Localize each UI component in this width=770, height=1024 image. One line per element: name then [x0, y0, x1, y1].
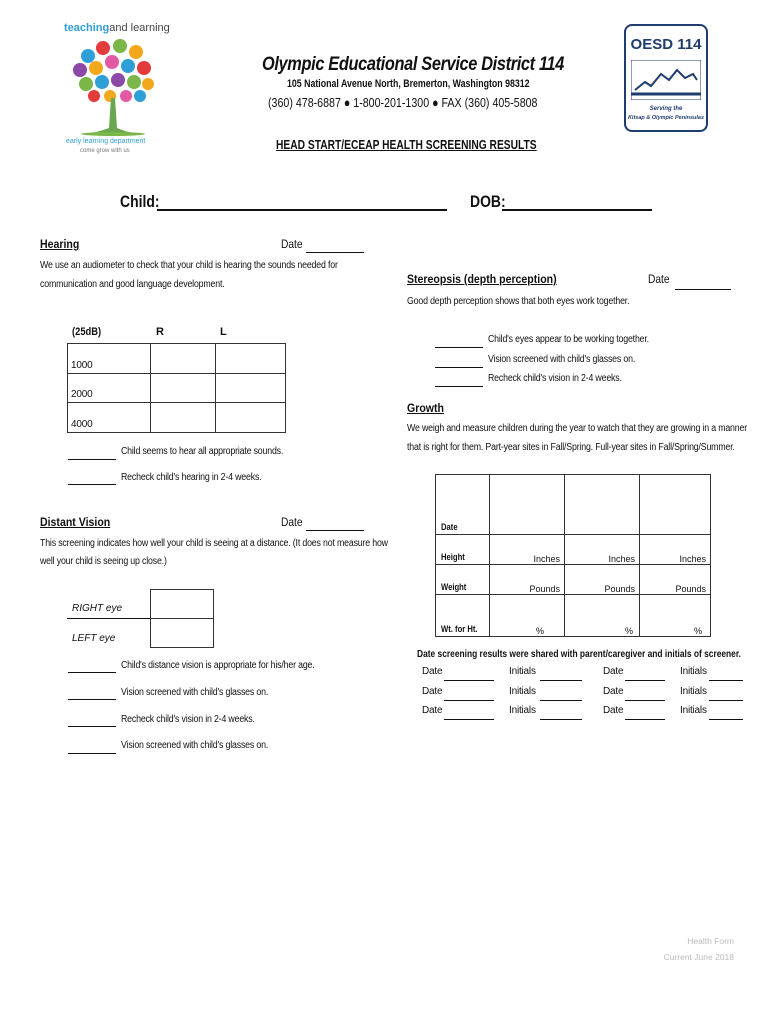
- right-eye-underline: [67, 618, 150, 619]
- date-label: Date: [603, 705, 624, 716]
- hearing-description-2: communication and good language development.: [40, 279, 225, 290]
- hearing-check-1-label: Child seems to hear all appropriate sounds.: [121, 446, 284, 457]
- shared-date-field[interactable]: [444, 700, 494, 701]
- hearing-r-cell[interactable]: [151, 374, 216, 403]
- logo-text-learning: and learning: [109, 22, 170, 34]
- vision-check-3-label: Recheck child's vision in 2-4 weeks.: [121, 714, 255, 725]
- hearing-check-2-label: Recheck child's hearing in 2-4 weeks.: [121, 472, 262, 483]
- stereo-check-2-field[interactable]: [435, 367, 483, 368]
- vision-check-1-label: Child's distance vision is appropriate for his/her age.: [121, 660, 315, 671]
- oesd-badge: [624, 24, 708, 132]
- vision-check-4-label: Vision screened with child's glasses on.: [121, 740, 269, 751]
- footer-form-name: Health Form: [687, 936, 734, 946]
- hearing-check-1-field[interactable]: [68, 459, 116, 460]
- date-label: Date: [422, 705, 443, 716]
- growth-date-cell[interactable]: [640, 475, 711, 535]
- vision-check-3-field[interactable]: [68, 726, 116, 727]
- badge-subtitle-2: Kitsap & Olympic Peninsulas: [627, 115, 705, 121]
- mountain-icon: [631, 60, 701, 100]
- teaching-learning-logo: [50, 18, 170, 160]
- stereopsis-heading: Stereopsis (depth perception): [407, 272, 557, 286]
- growth-label-cell: Weight: [436, 565, 490, 595]
- right-eye-cell[interactable]: [151, 590, 214, 619]
- stereopsis-date-label: Date: [648, 272, 670, 286]
- shared-initials-field[interactable]: [709, 680, 743, 681]
- table-row: [151, 590, 214, 619]
- badge-subtitle-1: Serving the: [649, 106, 683, 112]
- table-row: [68, 374, 286, 403]
- hearing-table: [67, 343, 286, 433]
- tree-of-hands-icon: [68, 36, 158, 136]
- table-row: [436, 475, 711, 535]
- hearing-r-cell[interactable]: [151, 403, 216, 433]
- date-label: Date: [422, 686, 443, 697]
- growth-heading: Growth: [407, 401, 444, 415]
- table-row: [68, 403, 286, 433]
- stereo-check-1-label: Child's eyes appear to be working together.: [488, 334, 649, 345]
- hearing-header-r: R: [156, 326, 164, 338]
- table-row: [68, 344, 286, 374]
- stereo-check-3-field[interactable]: [435, 386, 483, 387]
- shared-dates-grid: [422, 664, 752, 724]
- stereopsis-description: Good depth perception shows that both eyes work together.: [407, 296, 630, 307]
- date-label: Date: [603, 666, 624, 677]
- hearing-l-cell[interactable]: [216, 374, 286, 403]
- date-label: Date: [603, 686, 624, 697]
- shared-initials-field[interactable]: [709, 719, 743, 720]
- logo-brand-line: [64, 22, 170, 34]
- hearing-l-cell[interactable]: [216, 344, 286, 374]
- logo-subtitle: early learning department: [66, 138, 146, 145]
- vision-description-2: well your child is seeing up close.): [40, 556, 167, 567]
- child-name-field[interactable]: [157, 209, 447, 211]
- hearing-freq-cell: 1000: [68, 344, 151, 374]
- hearing-freq-cell: 2000: [68, 374, 151, 403]
- hearing-header-db: (25dB): [72, 326, 102, 338]
- vision-description-1: This screening indicates how well your child is seeing at a distance. (It does not measure how: [40, 538, 388, 549]
- dob-field[interactable]: [502, 209, 652, 211]
- left-eye-label: LEFT eye: [72, 633, 116, 644]
- footer-version: Current June 2018: [663, 952, 734, 962]
- growth-date-cell[interactable]: [565, 475, 640, 535]
- badge-title: OESD 114: [630, 36, 702, 53]
- table-row: [151, 619, 214, 648]
- table-row: [436, 535, 711, 565]
- dob-label: DOB:: [470, 192, 506, 211]
- wt-for-ht-cell[interactable]: %: [490, 595, 565, 637]
- org-name: Olympic Educational Service District 114: [262, 54, 564, 75]
- shared-date-field[interactable]: [444, 680, 494, 681]
- shared-initials-field[interactable]: [540, 680, 582, 681]
- shared-initials-field[interactable]: [540, 700, 582, 701]
- weight-cell[interactable]: Pounds: [565, 565, 640, 595]
- hearing-l-cell[interactable]: [216, 403, 286, 433]
- stereopsis-date-field[interactable]: [675, 289, 731, 290]
- height-cell[interactable]: Inches: [490, 535, 565, 565]
- weight-cell[interactable]: Pounds: [640, 565, 711, 595]
- shared-note: Date screening results were shared with parent/caregiver and initials of screener.: [417, 648, 741, 660]
- height-cell[interactable]: Inches: [565, 535, 640, 565]
- vision-date-field[interactable]: [306, 530, 364, 531]
- growth-table: [435, 474, 711, 637]
- vision-heading: Distant Vision: [40, 515, 111, 529]
- wt-for-ht-cell[interactable]: %: [640, 595, 711, 637]
- initials-label: Initials: [680, 686, 707, 697]
- wt-for-ht-cell[interactable]: %: [565, 595, 640, 637]
- hearing-header-l: L: [220, 326, 227, 338]
- growth-label-cell: Date: [436, 475, 490, 535]
- vision-check-2-label: Vision screened with child's glasses on.: [121, 687, 269, 698]
- vision-check-4-field[interactable]: [68, 753, 116, 754]
- stereo-check-1-field[interactable]: [435, 347, 483, 348]
- vision-date-label: Date: [281, 515, 303, 529]
- growth-label-cell: Height: [436, 535, 490, 565]
- date-label: Date: [422, 666, 443, 677]
- vision-check-1-field[interactable]: [68, 672, 116, 673]
- child-label: Child:: [120, 192, 160, 211]
- hearing-r-cell[interactable]: [151, 344, 216, 374]
- table-row: [436, 595, 711, 637]
- shared-date-field[interactable]: [625, 719, 665, 720]
- left-eye-cell[interactable]: [151, 619, 214, 648]
- org-phones: (360) 478-6887 ● 1-800-201-1300 ● FAX (360) 405-5808: [268, 95, 538, 110]
- initials-label: Initials: [509, 705, 536, 716]
- vision-table: [150, 589, 214, 648]
- right-eye-label: RIGHT eye: [72, 603, 123, 614]
- stereo-check-2-label: Vision screened with child's glasses on.: [488, 354, 636, 365]
- growth-date-cell[interactable]: [490, 475, 565, 535]
- initials-label: Initials: [680, 666, 707, 677]
- growth-description-1: We weigh and measure children during the year to watch that they are growing in a manner: [407, 423, 747, 434]
- weight-cell[interactable]: Pounds: [490, 565, 565, 595]
- shared-date-field[interactable]: [444, 719, 494, 720]
- growth-label-cell: Wt. for Ht.: [436, 595, 490, 637]
- hearing-freq-cell: 4000: [68, 403, 151, 433]
- shared-initials-field[interactable]: [540, 719, 582, 720]
- initials-label: Initials: [509, 666, 536, 677]
- document-title: HEAD START/ECEAP HEALTH SCREENING RESULTS: [276, 138, 537, 152]
- table-row: [436, 565, 711, 595]
- height-cell[interactable]: Inches: [640, 535, 711, 565]
- stereo-check-3-label: Recheck child's vision in 2-4 weeks.: [488, 373, 622, 384]
- logo-text-teaching: teaching: [64, 22, 110, 34]
- hearing-date-field[interactable]: [306, 252, 364, 253]
- hearing-check-2-field[interactable]: [68, 484, 116, 485]
- org-address: 105 National Avenue North, Bremerton, Washington 98312: [287, 78, 530, 90]
- growth-description-2: that is right for them. Part-year sites in Fall/Spring. Full-year sites in Fall/Spring/Summer.: [407, 442, 735, 453]
- initials-label: Initials: [680, 705, 707, 716]
- vision-check-2-field[interactable]: [68, 699, 116, 700]
- hearing-date-label: Date: [281, 237, 303, 251]
- logo-tagline: come grow with us: [80, 148, 130, 154]
- initials-label: Initials: [509, 686, 536, 697]
- shared-date-field[interactable]: [625, 700, 665, 701]
- shared-date-field[interactable]: [625, 680, 665, 681]
- shared-initials-field[interactable]: [709, 700, 743, 701]
- hearing-heading: Hearing: [40, 237, 80, 251]
- hearing-description-1: We use an audiometer to check that your child is hearing the sounds needed for: [40, 260, 338, 271]
